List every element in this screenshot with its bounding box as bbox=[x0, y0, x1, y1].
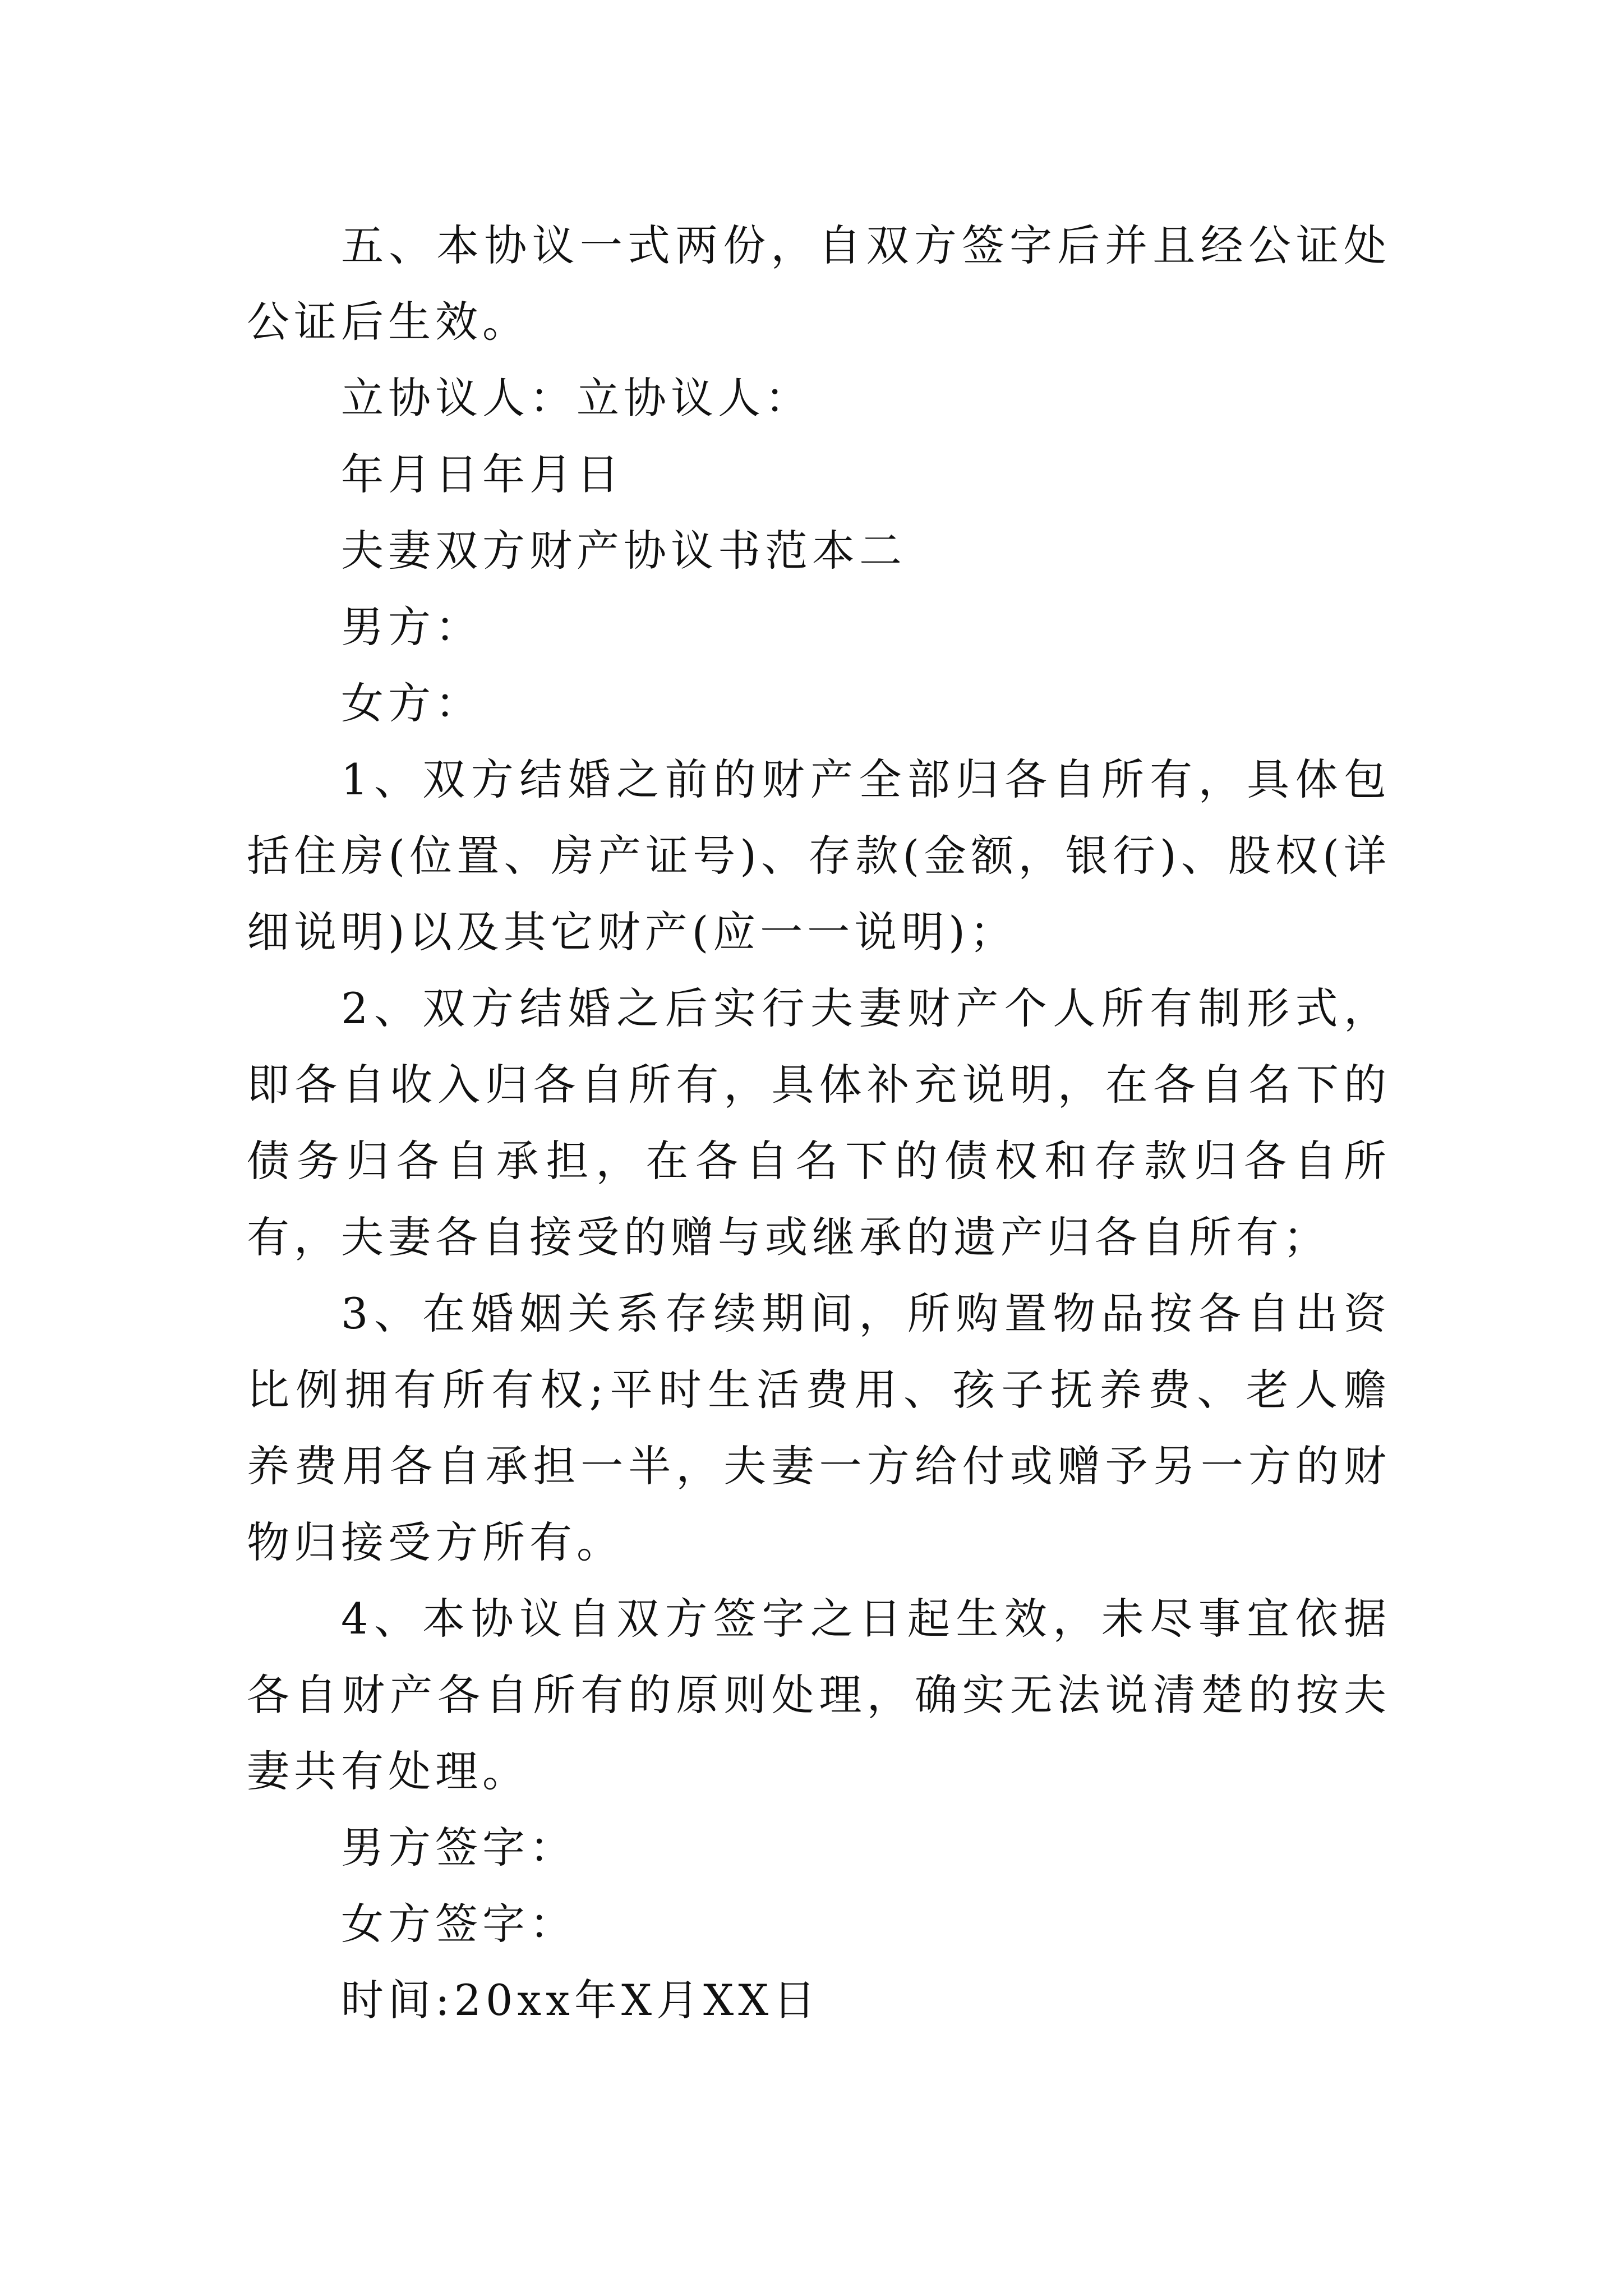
time-line: 时间:20xx年X月XX日 bbox=[341, 1975, 820, 2025]
document-body bbox=[247, 208, 1391, 2039]
paragraph-clause-five: 五、本协议一式两份，自双方签字后并且经公证处公证后生效。 bbox=[247, 220, 1391, 347]
paragraph-clause-2: 2、双方结婚之后实行夫妻财产个人所有制形式，即各自收入归各自所有，具体补充说明，在各自名下的债务归各自承担，在各自名下的债权和存款归各自所有，夫妻各自接受的赠与或继承的遗产归各自所有； bbox=[247, 983, 1391, 1262]
date-line: 年月日年月日 bbox=[341, 449, 624, 499]
paragraph-clause-4: 4、本协议自双方签字之日起生效，未尽事宜依据各自财产各自所有的原则处理，确实无法说清楚的按夫妻共有处理。 bbox=[247, 1594, 1391, 1796]
signer-line: 立协议人：立协议人： bbox=[341, 373, 812, 423]
section-title: 夫妻双方财产协议书范本二 bbox=[341, 526, 906, 576]
female-party-label: 女方： bbox=[341, 678, 482, 728]
male-party-label: 男方： bbox=[341, 602, 482, 652]
paragraph-clause-1: 1、双方结婚之前的财产全部归各自所有，具体包括住房(位置、房产证号)、存款(金额，银行)、股权(详细说明)以及其它财产(应一一说明)； bbox=[247, 754, 1391, 957]
paragraph-clause-3: 3、在婚姻关系存续期间，所购置物品按各自出资比例拥有所有权;平时生活费用、孩子抚养费、老人赡养费用各自承担一半，夫妻一方给付或赠予另一方的财物归接受方所有。 bbox=[247, 1289, 1391, 1567]
male-signature-line: 男方签字： bbox=[341, 1823, 577, 1872]
female-signature-line: 女方签字： bbox=[341, 1899, 577, 1949]
